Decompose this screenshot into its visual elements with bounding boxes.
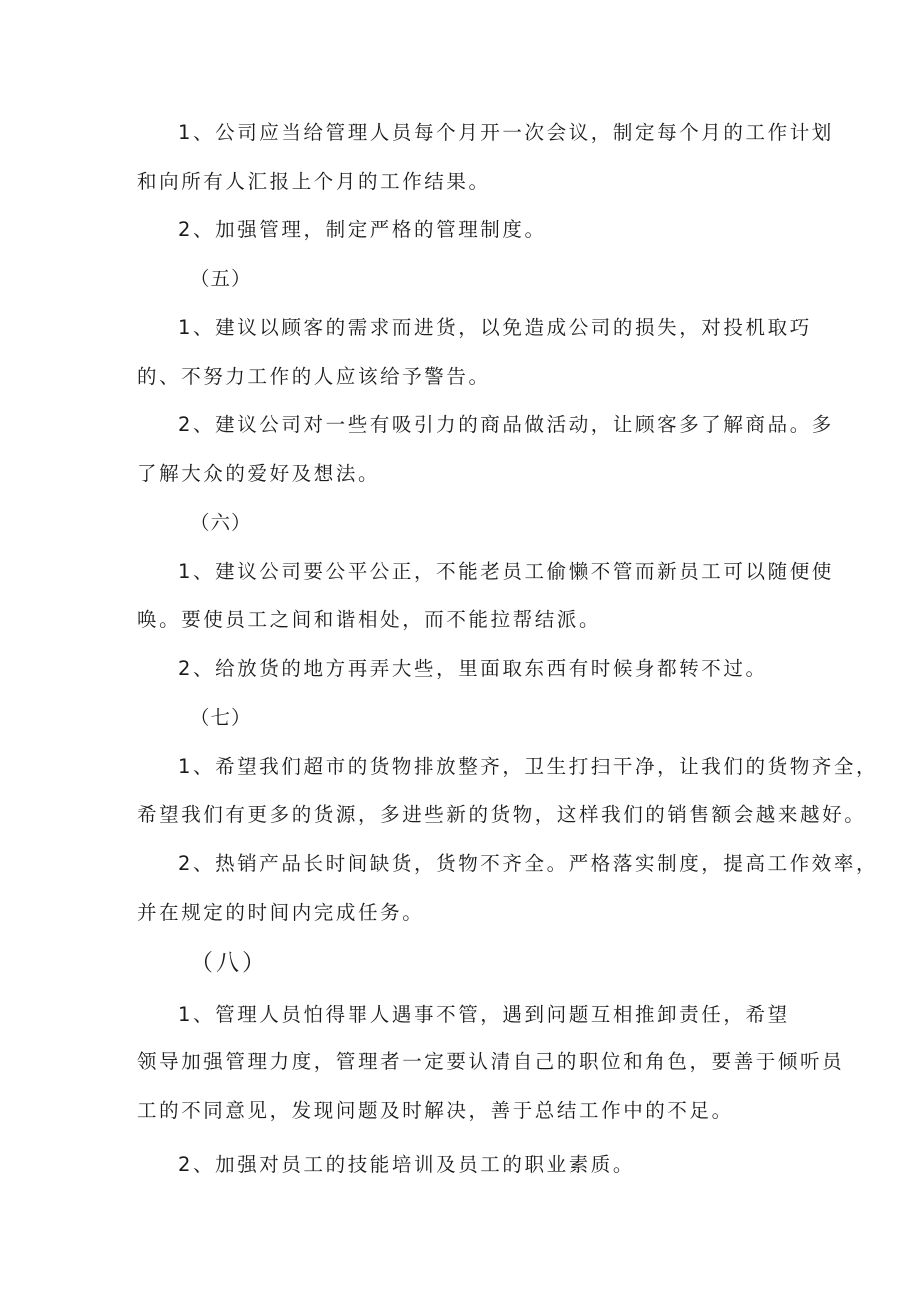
paragraph-line: 1、公司应当给管理人员每个月开一次会议，制定每个月的工作计划 <box>178 121 834 144</box>
paragraph-line: 2、热销产品长时间缺货，货物不齐全。严格落实制度，提高工作效率， <box>178 852 879 875</box>
paragraph-line: 工的不同意见，发现问题及时解决，善于总结工作中的不足。 <box>137 1099 734 1122</box>
paragraph-line: 的、不努力工作的人应该给予警告。 <box>137 365 491 388</box>
paragraph-line: 1、建议以顾客的需求而进货，以免造成公司的损失，对投机取巧 <box>178 316 812 339</box>
section-heading-6: （六） <box>190 511 252 534</box>
paragraph-line: 1、建议公司要公平公正，不能老员工偷懒不管而新员工可以随便使 <box>178 560 834 583</box>
paragraph-line: 了解大众的爱好及想法。 <box>137 462 381 485</box>
paragraph-line: 2、给放货的地方再弄大些，里面取东西有时候身都转不过。 <box>178 657 768 680</box>
paragraph-line: 1、希望我们超市的货物排放整齐，卫生打扫干净，让我们的货物齐全， <box>178 755 879 778</box>
section-heading-7: （七） <box>190 706 252 729</box>
paragraph-line: 领导加强管理力度，管理者一定要认清自己的职位和角色，要善于倾听员 <box>137 1050 845 1073</box>
paragraph-line: 2、建议公司对一些有吸引力的商品做活动，让顾客多了解商品。多 <box>178 413 834 436</box>
paragraph-line: 唤。要使员工之间和谐相处，而不能拉帮结派。 <box>137 608 602 631</box>
paragraph-line: 2、加强对员工的技能培训及员工的职业素质。 <box>178 1153 636 1176</box>
paragraph-line: 和向所有人汇报上个月的工作结果。 <box>137 170 491 193</box>
section-heading-5: （五） <box>190 267 252 290</box>
paragraph-line: 2、加强管理，制定严格的管理制度。 <box>178 218 547 241</box>
section-heading-8: （八） <box>190 950 268 976</box>
paragraph-line: 希望我们有更多的货源，多进些新的货物，这样我们的销售额会越来越好。 <box>137 803 867 826</box>
paragraph-line: 1、管理人员怕得罪人遇事不管，遇到问题互相推卸责任，希望 <box>178 1003 790 1026</box>
paragraph-line: 并在规定的时间内完成任务。 <box>137 901 425 924</box>
